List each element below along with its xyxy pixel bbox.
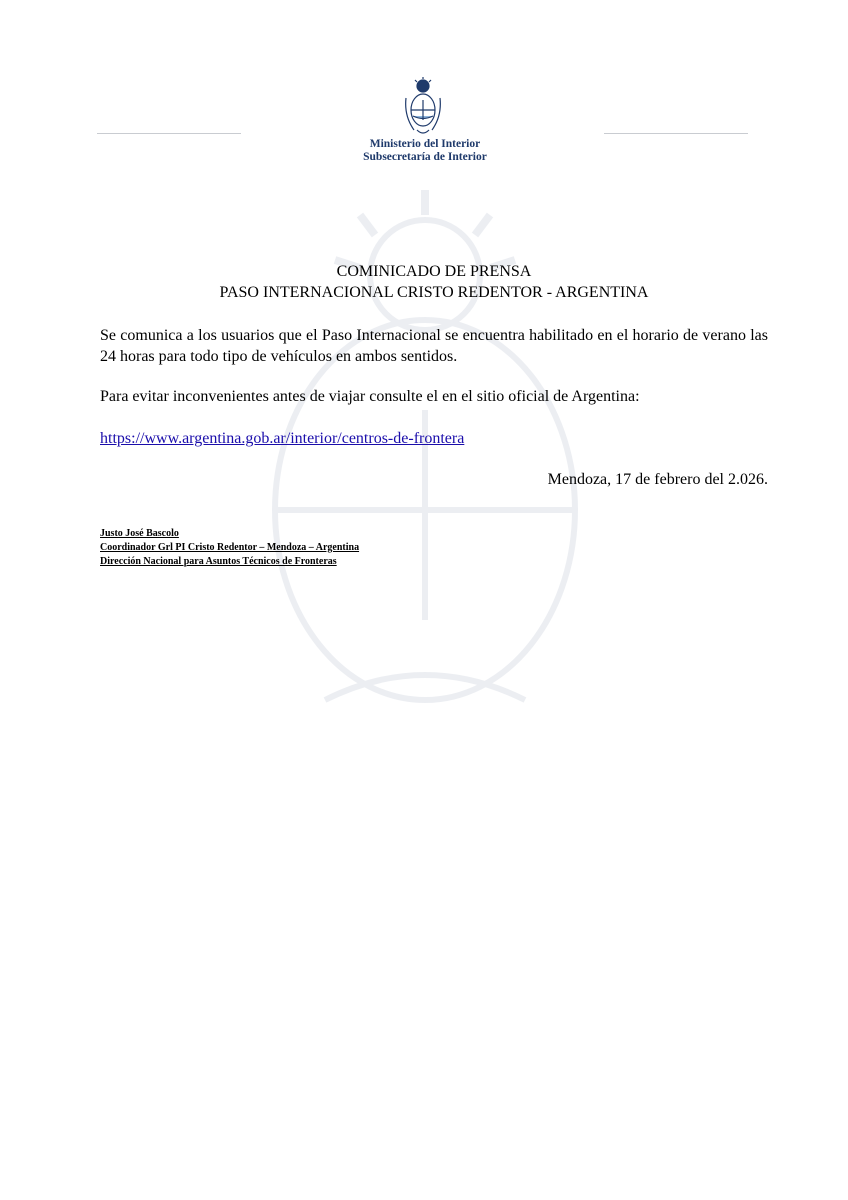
signatory-office: Dirección Nacional para Asuntos Técnicos de Fronteras: [100, 556, 337, 567]
ministry-heading: [320, 138, 530, 164]
official-site-link[interactable]: https://www.argentina.gob.ar/interior/centros-de-frontera: [100, 430, 465, 447]
signatory-name: Justo José Bascolo: [100, 528, 179, 539]
header-rule-left: [97, 133, 241, 134]
ministry-line-1: Ministerio del Interior: [369, 138, 481, 150]
press-release-title: [100, 261, 768, 303]
ministry-line-2: Subsecretaría de Interior: [363, 151, 487, 163]
signatory-role: Coordinador Grl PI Cristo Redentor – Mendoza – Argentina: [100, 542, 360, 553]
travel-advice-paragraph: Para evitar inconvenientes antes de viajar consulte el en el sitio oficial de Argentina:: [100, 388, 640, 405]
title-line-2: PASO INTERNACIONAL CRISTO REDENTOR - ARGENTINA: [219, 284, 649, 301]
argentine-coat-of-arms-icon: [400, 76, 446, 138]
date-line: Mendoza, 17 de febrero del 2.026.: [547, 471, 768, 488]
title-line-1: COMINICADO DE PRENSA: [336, 263, 532, 280]
header-rule-right: [604, 133, 748, 134]
signature-block: [100, 527, 359, 569]
announcement-paragraph: Se comunica a los usuarios que el Paso Internacional se encuentra habilitado en el horario de verano las 24 horas para todo tipo de vehículos en ambos sentidos.: [100, 327, 768, 365]
